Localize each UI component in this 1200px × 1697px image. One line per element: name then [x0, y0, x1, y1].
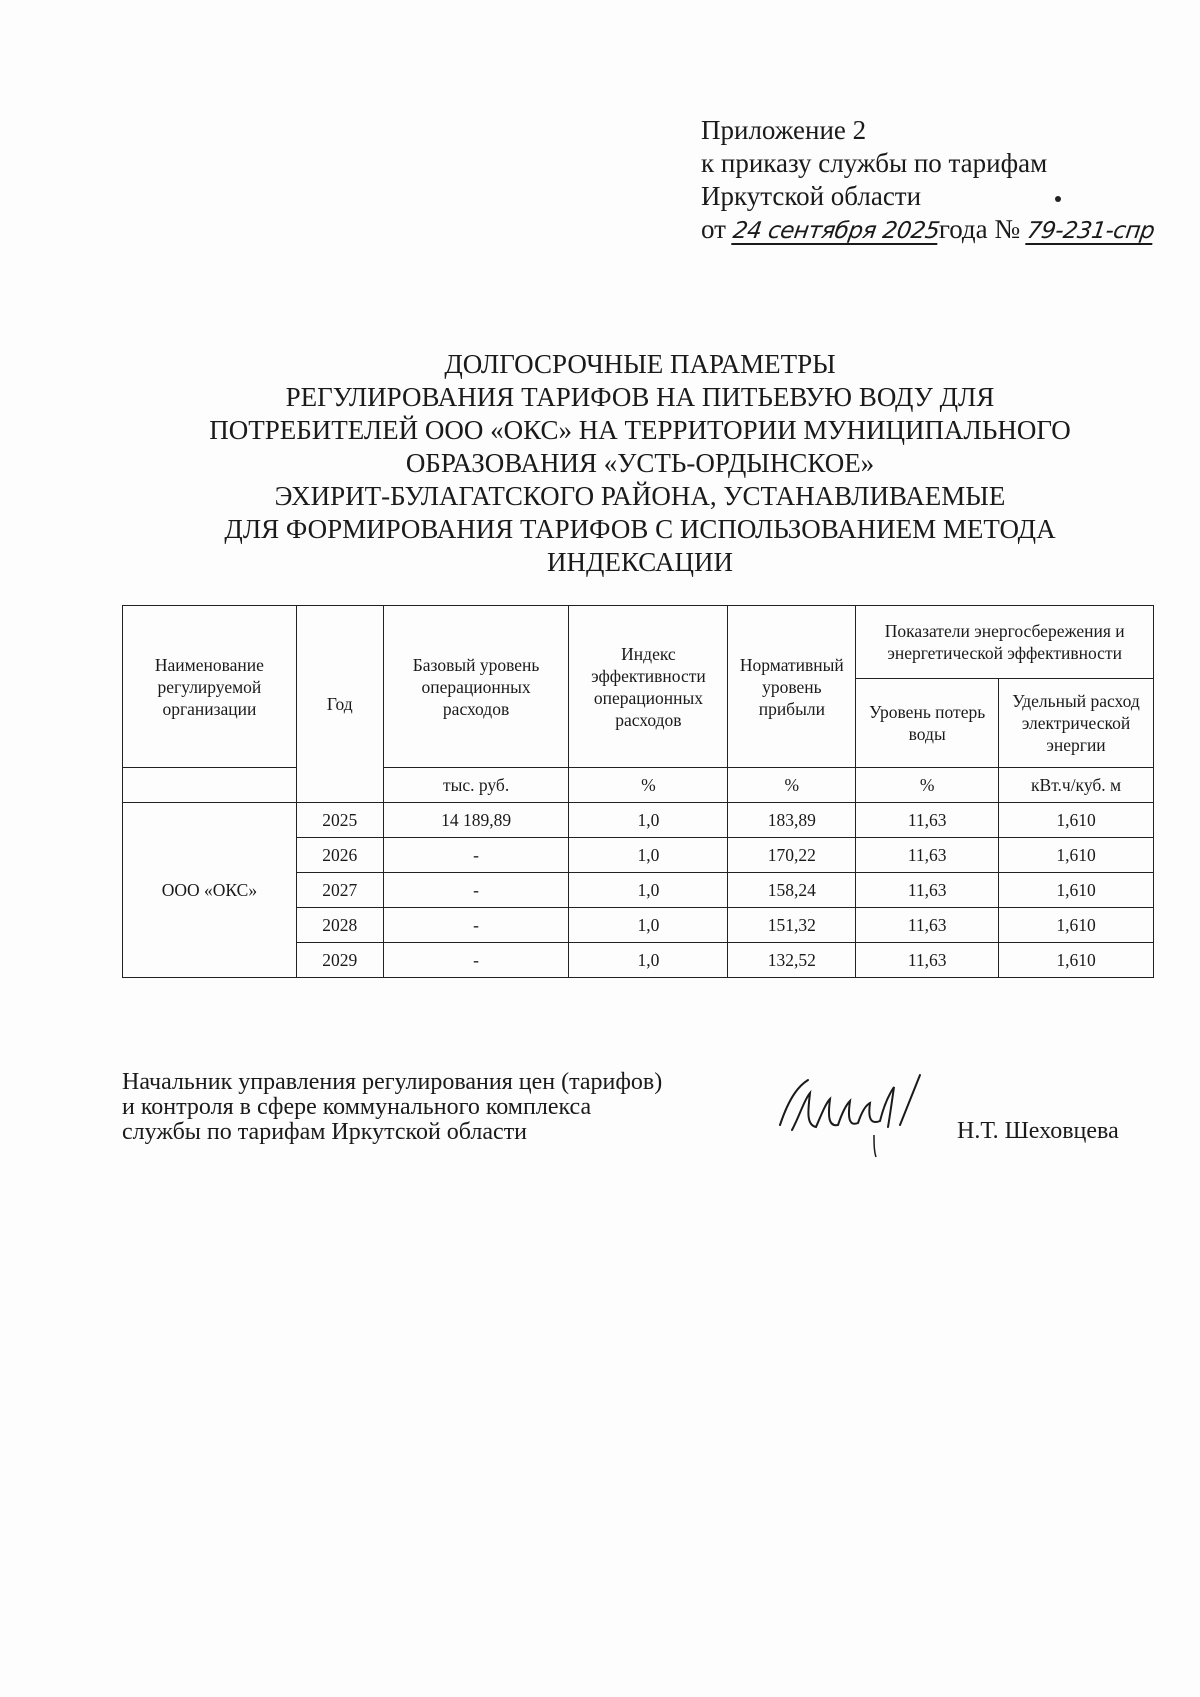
title-line: ОБРАЗОВАНИЯ «УСТЬ-ОРДЫНСКОЕ» [405, 448, 875, 478]
title-line: ПОТРЕБИТЕЛЕЙ ООО «ОКС» НА ТЕРРИТОРИИ МУНИЦИПАЛЬНОГО [209, 415, 1071, 445]
title-line: ЭХИРИТ-БУЛАГАТСКОГО РАЙОНА, УСТАНАВЛИВАЕМЫЕ [274, 481, 1006, 511]
base-cell: - [383, 908, 569, 943]
profit-cell: 132,52 [728, 943, 856, 978]
year-cell: 2026 [296, 838, 383, 873]
year-cell: 2029 [296, 943, 383, 978]
base-cell: - [383, 943, 569, 978]
title-line: ДЛЯ ФОРМИРОВАНИЯ ТАРИФОВ С ИСПОЛЬЗОВАНИЕМ МЕТОДА [224, 514, 1056, 544]
index-cell: 1,0 [569, 943, 728, 978]
organization-cell: ООО «ОКС» [123, 803, 297, 978]
position-line-1: Начальник управления регулирования цен (тарифов) [122, 1069, 663, 1095]
appendix-line-3: Иркутской области [701, 181, 922, 211]
title-line: ДОЛГОСРОЧНЫЕ ПАРАМЕТРЫ [444, 349, 836, 379]
date-prefix: от [701, 214, 726, 244]
index-cell: 1,0 [569, 803, 728, 838]
profit-cell: 151,32 [728, 908, 856, 943]
electricity-cell: 1,610 [999, 838, 1154, 873]
year-cell: 2028 [296, 908, 383, 943]
handwritten-order-number: 79-231-спр [1025, 218, 1156, 244]
table-row [123, 803, 1154, 838]
base-cell: - [383, 838, 569, 873]
index-cell: 1,0 [569, 838, 728, 873]
water-loss-cell: 11,63 [856, 803, 999, 838]
unit-profit: % [728, 768, 856, 803]
handwritten-signature [770, 1065, 960, 1160]
date-suffix: года № [938, 214, 1021, 244]
header-profit-level: Нормативный уровень прибыли [728, 606, 856, 768]
stray-dot [1055, 196, 1061, 202]
units-row [123, 768, 1154, 803]
year-cell: 2025 [296, 803, 383, 838]
year-cell: 2027 [296, 873, 383, 908]
signatory-name: Н.Т. Шеховцева [957, 1118, 1119, 1144]
unit-index: % [569, 768, 728, 803]
unit-base: тыс. руб. [383, 768, 569, 803]
header-base-costs: Базовый уровень операционных расходов [383, 606, 569, 768]
signatory-position [122, 1070, 662, 1145]
header-electricity: Удельный расход электрической энергии [999, 679, 1154, 768]
header-water-loss: Уровень потерь воды [856, 679, 999, 768]
electricity-cell: 1,610 [999, 908, 1154, 943]
profit-cell: 158,24 [728, 873, 856, 908]
water-loss-cell: 11,63 [856, 908, 999, 943]
index-cell: 1,0 [569, 873, 728, 908]
position-line-3: службы по тарифам Иркутской области [122, 1119, 528, 1145]
profit-cell: 170,22 [728, 838, 856, 873]
title-line: ИНДЕКСАЦИИ [547, 547, 733, 577]
water-loss-cell: 11,63 [856, 873, 999, 908]
document-title [150, 348, 1130, 579]
appendix-line-2: к приказу службы по тарифам [701, 148, 1048, 178]
unit-electricity: кВт.ч/куб. м [999, 768, 1154, 803]
appendix-header [701, 114, 1154, 246]
header-year: Год [296, 606, 383, 803]
base-cell: - [383, 873, 569, 908]
water-loss-cell: 11,63 [856, 943, 999, 978]
profit-cell: 183,89 [728, 803, 856, 838]
header-row [123, 606, 1154, 679]
header-org: Наименование регулируемой организации [123, 606, 297, 768]
tariff-parameters-table [122, 605, 1154, 978]
header-energy-group: Показатели энергосбережения и энергетической эффективности [856, 606, 1154, 679]
appendix-date-line [701, 213, 1154, 246]
title-line: РЕГУЛИРОВАНИЯ ТАРИФОВ НА ПИТЬЕВУЮ ВОДУ ДЛЯ [285, 382, 995, 412]
appendix-line-1: Приложение 2 [701, 115, 867, 145]
header-efficiency-index: Индекс эффективности операционных расходов [569, 606, 728, 768]
electricity-cell: 1,610 [999, 873, 1154, 908]
electricity-cell: 1,610 [999, 943, 1154, 978]
water-loss-cell: 11,63 [856, 838, 999, 873]
base-cell: 14 189,89 [383, 803, 569, 838]
unit-org [123, 768, 297, 803]
index-cell: 1,0 [569, 908, 728, 943]
unit-water-loss: % [856, 768, 999, 803]
electricity-cell: 1,610 [999, 803, 1154, 838]
handwritten-date: 24 сентября 2025 [731, 218, 941, 244]
position-line-2: и контроля в сфере коммунального комплекса [122, 1094, 592, 1120]
